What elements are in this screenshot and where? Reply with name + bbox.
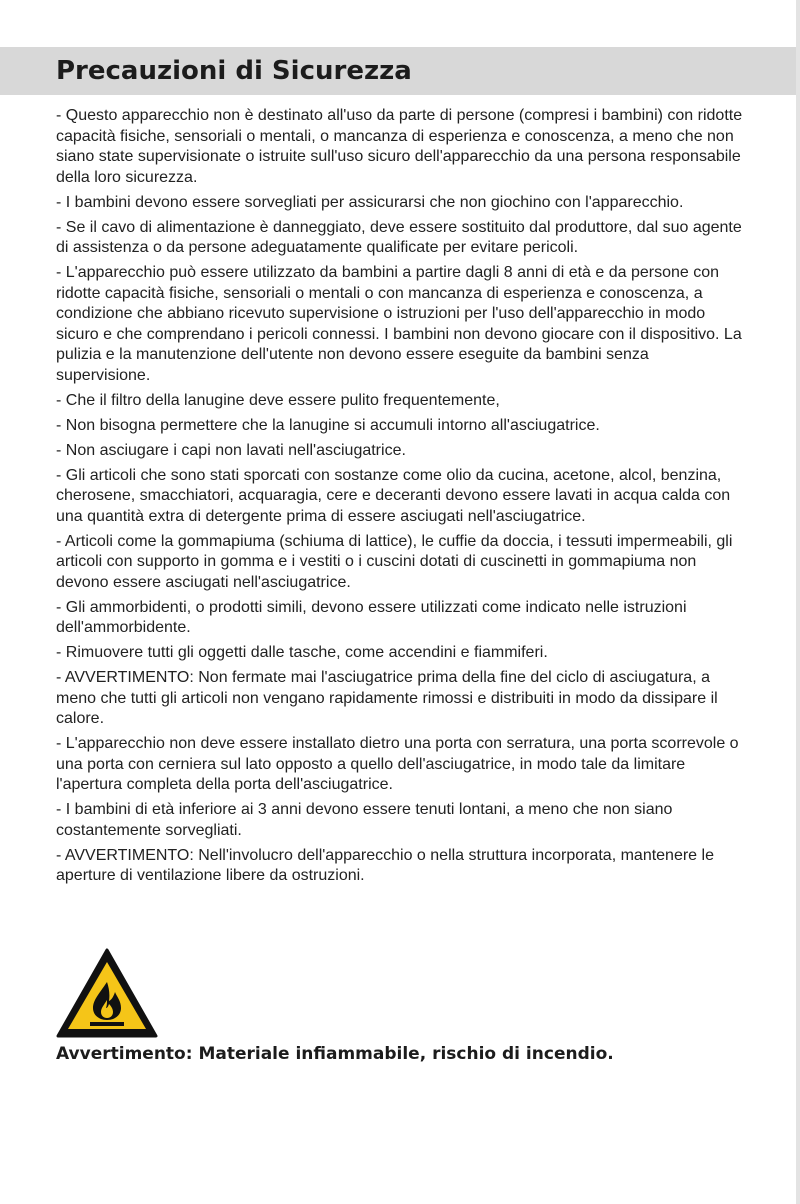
precaution-item: - Articoli come la gommapiuma (schiuma di lattice), le cuffie da doccia, i tessuti impermeabili, gli articoli con supporto in gomma e i vestiti o i cuscini dotati di cuscinetti in gommapiuma non devono essere asciugati nell'asciugatrice. bbox=[56, 532, 733, 591]
precautions-list bbox=[56, 106, 746, 891]
precaution-item: - I bambini di età inferiore ai 3 anni devono essere tenuti lontani, a meno che non siano costantemente sorvegliati. bbox=[56, 801, 673, 839]
flammable-material-warning-icon bbox=[56, 948, 158, 1038]
warning-caption: Avvertimento: Materiale infiammabile, rischio di incendio. bbox=[56, 1044, 614, 1064]
precaution-item: - Questo apparecchio non è destinato all'uso da parte di persone (compresi i bambini) con ridotte capacità fisiche, sensoriali o mentali, o mancanza di esperienza e conoscenza, a meno che non siano state supervisionate o istruite sull'uso sicuro dell'apparecchio da una persona responsabile della loro sicurezza. bbox=[56, 107, 743, 186]
precaution-item: - I bambini devono essere sorvegliati per assicurarsi che non giochino con l'apparecchio. bbox=[56, 193, 684, 211]
precaution-item: - AVVERTIMENTO: Nell'involucro dell'apparecchio o nella struttura incorporata, mantenere le aperture di ventilazione libere da ostruzioni. bbox=[56, 846, 714, 884]
precaution-item: - Non bisogna permettere che la lanugine si accumuli intorno all'asciugatrice. bbox=[56, 416, 600, 434]
flammable-warning bbox=[56, 948, 158, 1038]
page-title: Precauzioni di Sicurezza bbox=[56, 56, 412, 86]
precaution-item: - Rimuovere tutti gli oggetti dalle tasche, come accendini e fiammiferi. bbox=[56, 644, 548, 661]
precaution-item: - L'apparecchio può essere utilizzato da bambini a partire dagli 8 anni di età e da persone con ridotte capacità fisiche, sensoriali o mentali o con mancanza di esperienza e conoscenza, a condizione che abbiano ricevuto supervisione o istruzioni per l'uso dell'apparecchio in modo sicuro e che comprendano i pericoli connessi. I bambini non devono giocare con il dispositivo. La pulizia e la manutenzione dell'utente non devono essere eseguite da bambini senza supervisione. bbox=[56, 264, 742, 384]
precaution-item: - Non asciugare i capi non lavati nell'asciugatrice. bbox=[56, 441, 406, 459]
precaution-item: - Gli articoli che sono stati sporcati con sostanze come olio da cucina, acetone, alcol, benzina, cherosene, smacchiatori, acquaragia, cere e deceranti devono essere lavati in acqua calda con una quantità extra di detergente prima di essere asciugati nell'asciugatrice. bbox=[56, 466, 731, 525]
precaution-item: - Gli ammorbidenti, o prodotti simili, devono essere utilizzati come indicato nelle istruzioni dell'ammorbidente. bbox=[56, 598, 687, 636]
page-right-edge bbox=[796, 0, 800, 1204]
precaution-item: - Che il filtro della lanugine deve essere pulito frequentemente, bbox=[56, 391, 500, 409]
precaution-item: - Se il cavo di alimentazione è danneggiato, deve essere sostituito dal produttore, dal suo agente di assistenza o da persone adeguatamente qualificate per evitare pericoli. bbox=[56, 218, 742, 256]
precaution-item: - AVVERTIMENTO: Non fermate mai l'asciugatrice prima della fine del ciclo di asciugatura, a meno che tutti gli articoli non vengano rapidamente rimossi e distribuiti in modo da dissipare il calore. bbox=[56, 669, 718, 727]
precaution-item: - L'apparecchio non deve essere installato dietro una porta con serratura, una porta scorrevole o una porta con cerniera sul lato opposto a quello dell'asciugatrice, in modo tale da limitare l'apertura completa della porta dell'asciugatrice. bbox=[56, 735, 739, 793]
